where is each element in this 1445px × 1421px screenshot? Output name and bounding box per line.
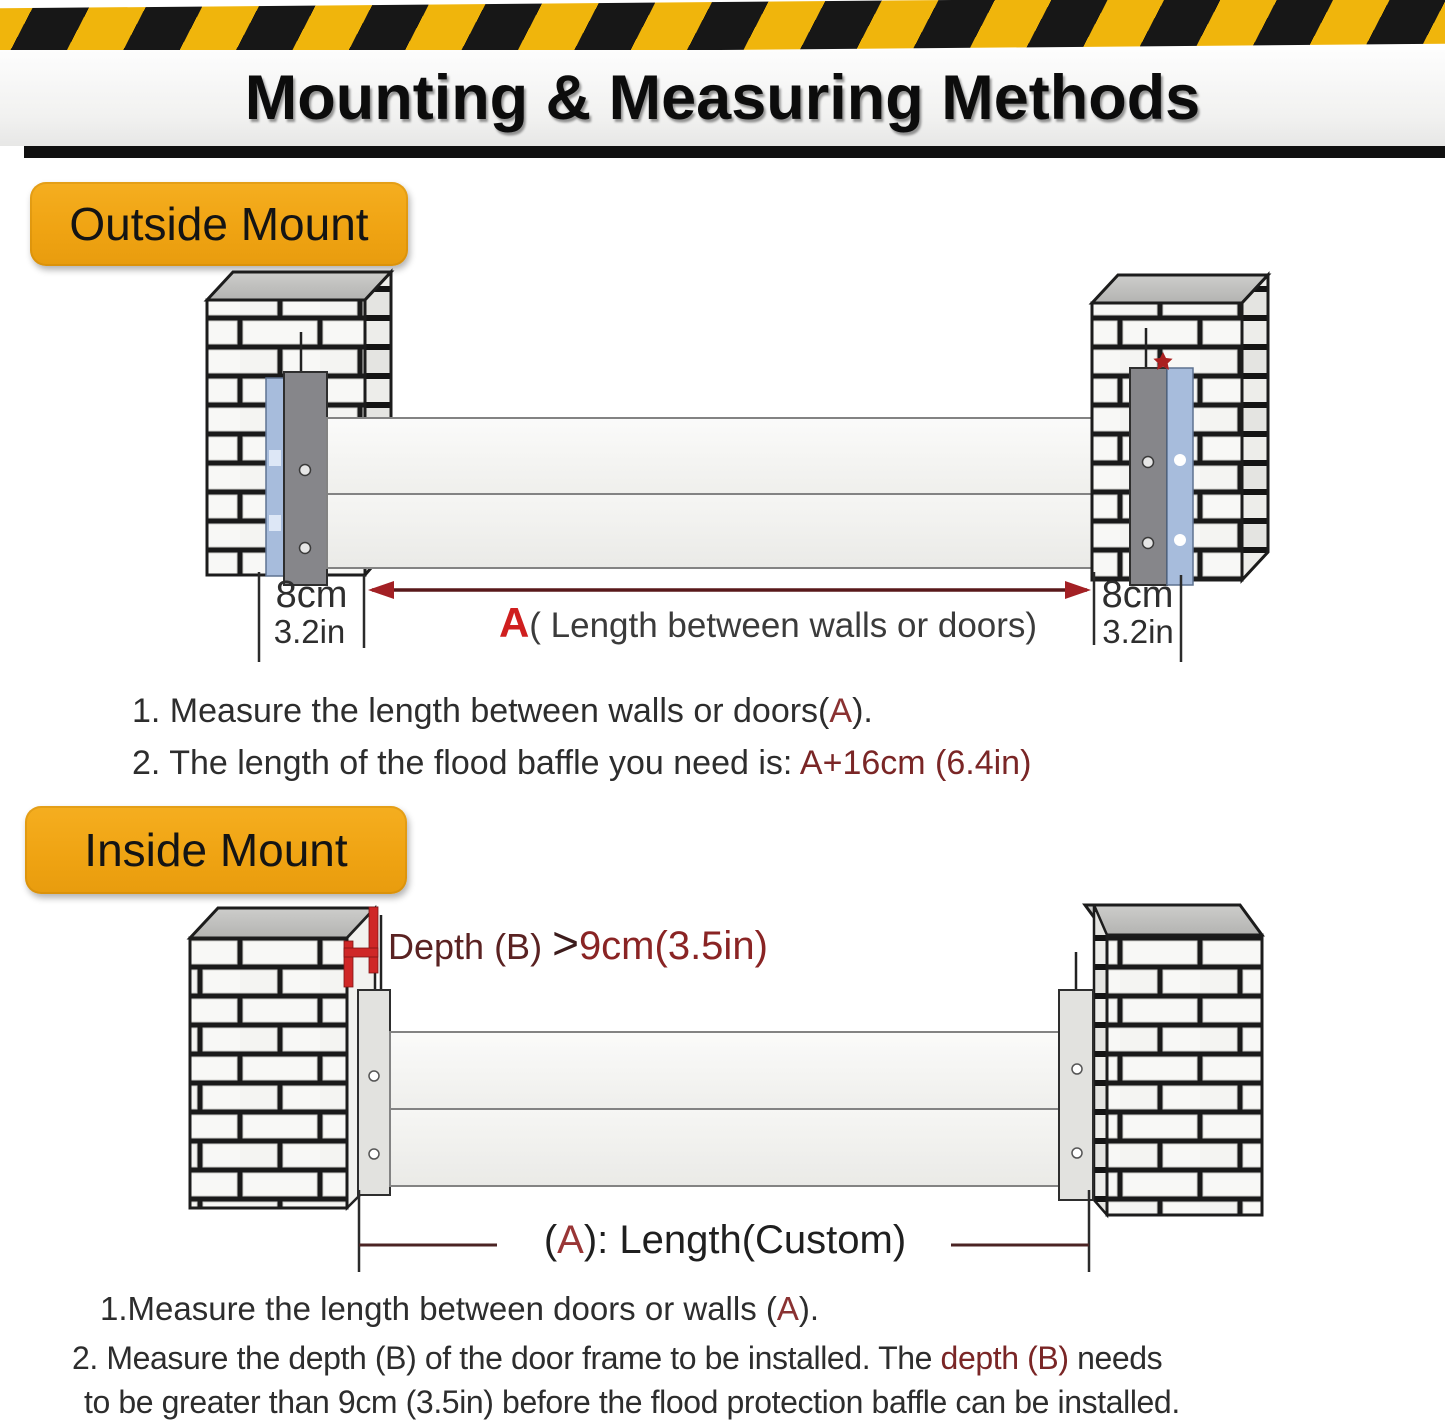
depth-marker-back-bar (369, 907, 378, 973)
outside-step2-text: 2. The length of the flood baffle you need is: (132, 744, 800, 782)
inside-step1-text: 1.Measure the length between doors or walls ( (100, 1290, 777, 1327)
outside-step1-end: ). (852, 692, 873, 730)
inside-step2-end: needs (1068, 1340, 1163, 1376)
arrow-head-right-icon (1065, 581, 1091, 599)
hazard-stripe-banner (0, 0, 1445, 57)
inside-mount-badge-label: Inside Mount (84, 824, 348, 876)
paren-open: ( (543, 1218, 558, 1262)
flood-barrier-panel-bottom (390, 1109, 1059, 1186)
header-banner (0, 0, 1445, 160)
dim-right-in: 3.2in (1102, 613, 1174, 650)
left-channel-bar (358, 990, 390, 1195)
length-label-text: ( Length between walls or doors) (529, 606, 1038, 645)
right-doorframe-return (1094, 905, 1107, 1215)
outside-step1-a: A (829, 692, 853, 730)
dim-left-cm: 8cm (275, 574, 348, 616)
length-a-letter: A (557, 1218, 584, 1262)
screw-hole (1143, 538, 1154, 549)
length-a-letter: A (498, 599, 530, 646)
dim-right-cm: 8cm (1101, 574, 1174, 616)
inside-step1-end: ). (798, 1290, 820, 1327)
inside-step-2-line1 (72, 1340, 1162, 1377)
outside-step2-formula: A+16cm (6.4in) (799, 744, 1032, 782)
screw-hole (300, 543, 311, 554)
depth-label-text: Depth (B) (388, 926, 553, 967)
header-divider-bar (24, 146, 1445, 158)
flood-barrier-panel-bottom (327, 494, 1131, 568)
depth-marker-cross-bar (344, 948, 378, 957)
length-custom-label (505, 1218, 945, 1263)
outside-step-2 (132, 744, 1031, 783)
depth-label (388, 916, 768, 970)
right-wall-channel-blue (1167, 368, 1193, 585)
outside-mount-badge (30, 182, 408, 266)
screw-hole (369, 1071, 379, 1081)
length-custom-text: ): Length(Custom) (583, 1218, 907, 1262)
screw-hole (1072, 1148, 1082, 1158)
right-pillar-front-face (1107, 935, 1262, 1215)
depth-value: 9cm(3.5in) (578, 924, 768, 968)
greater-than-sign: > (552, 917, 579, 969)
title-band (0, 50, 1445, 146)
left-pillar-top-face (190, 908, 375, 938)
outside-mount-badge-label: Outside Mount (69, 198, 369, 250)
left-pillar-front-face (190, 938, 347, 1208)
arrow-head-left-icon (368, 581, 394, 599)
screw-hole (1072, 1064, 1082, 1074)
right-channel-bar (1059, 990, 1093, 1200)
inside-step-2-line2: to be greater than 9cm (3.5in) before the flood protection baffle can be installed. (84, 1384, 1180, 1420)
length-between-walls-label (468, 599, 1068, 647)
inside-step1-a: A (776, 1290, 799, 1327)
channel-screw-dot (1174, 454, 1186, 466)
screw-hole (369, 1149, 379, 1159)
channel-screw-dot (1174, 534, 1186, 546)
flood-barrier-panel-top (327, 418, 1131, 494)
inside-step2-text: 2. Measure the depth (B) of the door frame to be installed. The (72, 1340, 941, 1376)
inside-step-1 (100, 1290, 819, 1328)
screw-hole (1143, 457, 1154, 468)
left-channel-mark (269, 515, 281, 531)
left-channel-mark (269, 450, 281, 466)
flood-barrier-panel-top (390, 1032, 1059, 1109)
page-title: Mounting & Measuring Methods (244, 63, 1201, 133)
left-wall-channel-blue (266, 378, 284, 576)
outside-step1-text: 1. Measure the length between walls or doors( (132, 692, 830, 730)
right-pillar-top-face (1092, 275, 1268, 303)
right-bracket-bar (1130, 368, 1167, 585)
right-pillar-top-face (1085, 905, 1262, 935)
inside-step2-depth: depth (B) (940, 1340, 1069, 1376)
left-pillar-top-face (207, 272, 391, 300)
right-pillar-side-face (1242, 275, 1268, 580)
screw-hole (300, 465, 311, 476)
outside-step-1 (132, 692, 873, 731)
dim-left-in: 3.2in (273, 613, 346, 650)
